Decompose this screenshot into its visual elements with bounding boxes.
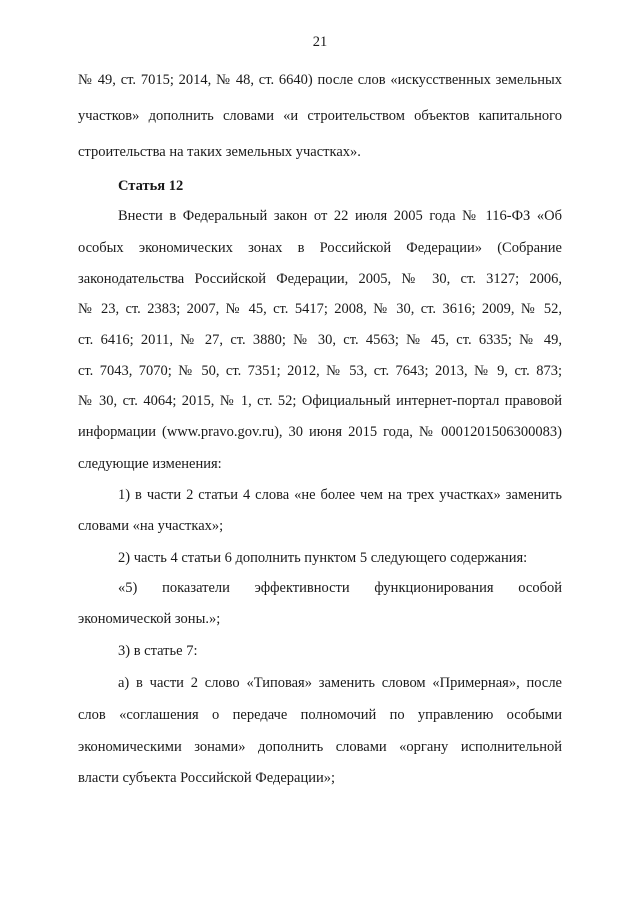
page-number: 21 bbox=[312, 34, 328, 50]
text-line: экономической зоны.»; bbox=[78, 611, 221, 627]
text-line: строительства на таких земельных участках». bbox=[78, 144, 361, 160]
text-line: особых экономических зонах в Российской Федерации» (Собрание bbox=[78, 240, 562, 256]
text-line: а) в части 2 слово «Типовая» заменить словом «Примерная», после bbox=[118, 675, 562, 691]
text-line: № 23, ст. 2383; 2007, № 45, ст. 5417; 2008, № 30, ст. 3616; 2009, № 52, bbox=[78, 301, 562, 317]
text-line: ст. 6416; 2011, № 27, ст. 3880; № 30, ст. 4563; № 45, ст. 6335; № 49, bbox=[78, 332, 562, 348]
text-line: ст. 7043, 7070; № 50, ст. 7351; 2012, № 53, ст. 7643; 2013, № 9, ст. 873; bbox=[78, 363, 562, 379]
text-line: 3) в статье 7: bbox=[118, 643, 198, 659]
text-line: «5) показатели эффективности функционирования особой bbox=[118, 580, 562, 596]
text-line: 1) в части 2 статьи 4 слова «не более чем на трех участках» заменить bbox=[118, 487, 562, 503]
text-line: № 30, ст. 4064; 2015, № 1, ст. 52; Официальный интернет-портал правовой bbox=[78, 393, 562, 409]
text-line: участков» дополнить словами «и строительством объектов капитального bbox=[78, 108, 562, 124]
text-line: информации (www.pravo.gov.ru), 30 июня 2015 года, № 0001201506300083) bbox=[78, 424, 562, 440]
text-line: экономическими зонами» дополнить словами «органу исполнительной bbox=[78, 739, 562, 755]
text-line: № 49, ст. 7015; 2014, № 48, ст. 6640) после слов «искусственных земельных bbox=[78, 72, 562, 88]
text-line: Внести в Федеральный закон от 22 июля 2005 года № 116-ФЗ «Об bbox=[118, 208, 562, 224]
text-line: словами «на участках»; bbox=[78, 518, 224, 534]
article-heading: Статья 12 bbox=[118, 178, 184, 194]
text-line: 2) часть 4 статьи 6 дополнить пунктом 5 следующего содержания: bbox=[118, 550, 528, 566]
text-line: слов «соглашения о передаче полномочий по управлению особыми bbox=[78, 707, 562, 723]
text-line: законодательства Российской Федерации, 2005, № 30, ст. 3127; 2006, bbox=[78, 271, 562, 287]
text-line: следующие изменения: bbox=[78, 456, 222, 472]
text-line: власти субъекта Российской Федерации»; bbox=[78, 770, 336, 786]
